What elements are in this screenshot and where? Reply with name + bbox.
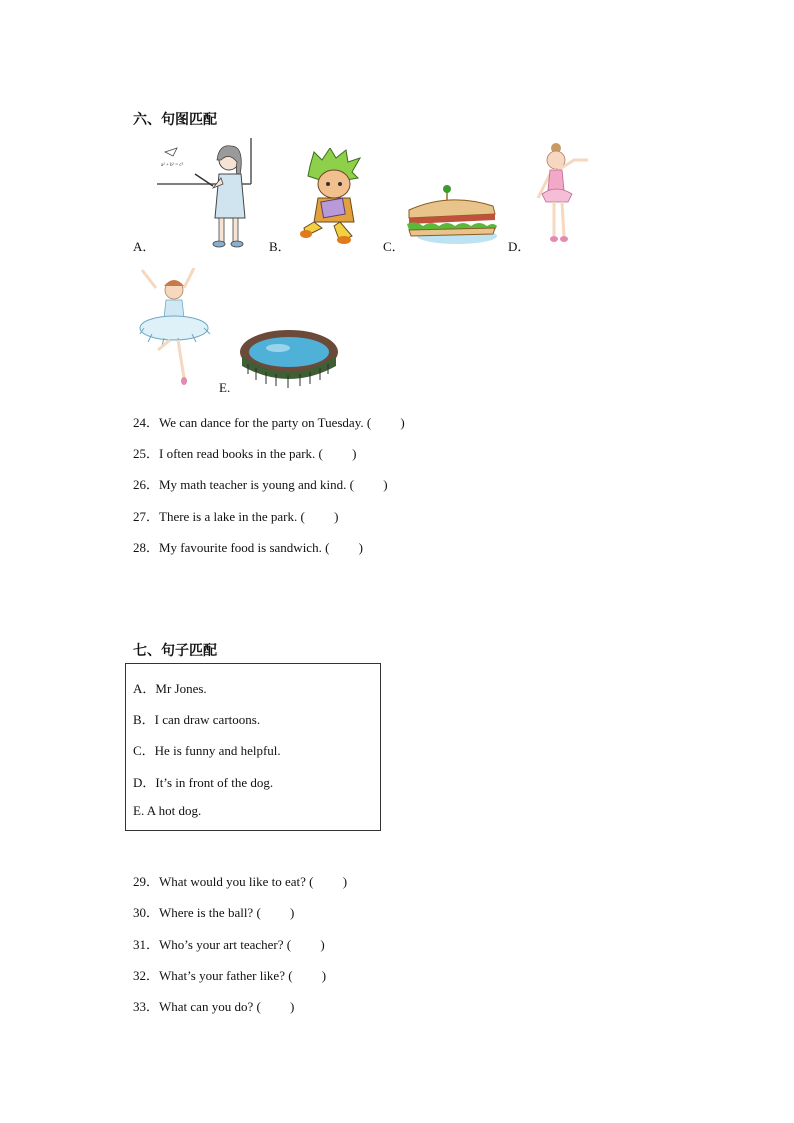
option-label-e: E. — [219, 380, 231, 395]
question-30: 30．Where is the ball? ( ) — [133, 905, 295, 920]
option-b: B．I can draw cartoons. — [133, 712, 261, 727]
ballerina-tutu-picture — [138, 268, 214, 388]
option-e: E. A hot dog. — [133, 803, 202, 818]
options-box — [125, 663, 381, 831]
teacher-picture — [155, 138, 255, 250]
option-label-d: D． — [508, 239, 531, 254]
option-a: A．Mr Jones. — [133, 681, 207, 696]
question-24: 24．We can dance for the party on Tuesday. ( ) — [133, 415, 405, 430]
option-label-b: B． — [269, 239, 291, 254]
option-label-a: A． — [133, 239, 156, 254]
section-7-heading: 七、句子匹配 — [133, 643, 217, 659]
svg-text:a² + b² = c²: a² + b² = c² — [161, 163, 184, 168]
boy-reading-picture — [300, 148, 368, 244]
ballerina-picture — [534, 140, 592, 246]
option-label-c: C． — [383, 239, 405, 254]
lake-picture — [238, 322, 340, 390]
question-27: 27．There is a lake in the park. ( ) — [133, 509, 339, 524]
question-31: 31．Who’s your art teacher? ( ) — [133, 937, 325, 952]
question-26: 26．My math teacher is young and kind. ( ) — [133, 477, 388, 492]
option-d: D．It’s in front of the dog. — [133, 775, 274, 790]
question-28: 28．My favourite food is sandwich. ( ) — [133, 540, 363, 555]
section-6-heading: 六、句图匹配 — [133, 112, 217, 128]
sandwich-picture — [405, 182, 499, 248]
question-29: 29．What would you like to eat? ( ) — [133, 874, 348, 889]
question-25: 25．I often read books in the park. ( ) — [133, 446, 357, 461]
option-c: C．He is funny and helpful. — [133, 743, 281, 758]
question-32: 32．What’s your father like? ( ) — [133, 968, 327, 983]
question-33: 33．What can you do? ( ) — [133, 999, 295, 1014]
